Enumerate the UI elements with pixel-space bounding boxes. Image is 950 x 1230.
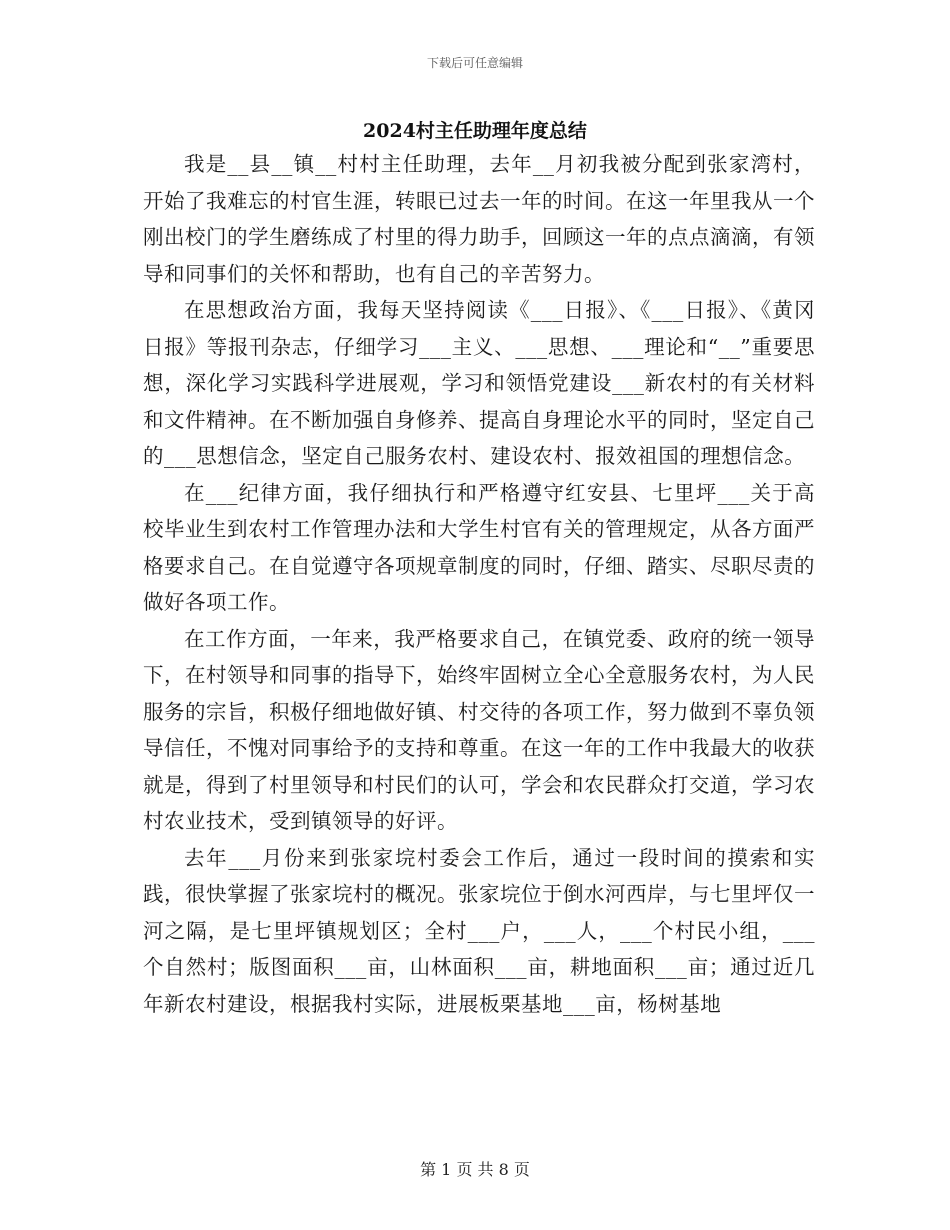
paragraph-intro: 我是__县__镇__村村主任助理，去年__月初我被分配到张家湾村，开始了我难忘的村官生涯，转眼已过去一年的时间。在这一年里我从一个刚出校门的学生磨练成了村里的得力助手，回顾这一年的点点滴滴，有领导和同事们的关怀和帮助，也有自己的辛苦努力。 <box>143 152 815 286</box>
document-body <box>143 146 815 1022</box>
paragraph-work: 在工作方面，一年来，我严格要求自己，在镇党委、政府的统一领导下，在村领导和同事的指导下，始终牢固树立全心全意服务农村，为人民服务的宗旨，积极仔细地做好镇、村交待的各项工作，努力做到不辜负领导信任，不愧对同事给予的支持和尊重。在这一年的工作中我最大的收获就是，得到了村里领导和村民们的认可，学会和农民群众打交道，学习农村农业技术，受到镇领导的好评。 <box>143 626 815 833</box>
paragraph-discipline: 在___纪律方面，我仔细执行和严格遵守红安县、七里坪___关于高校毕业生到农村工作管理办法和大学生村官有关的管理规定，从各方面严格要求自己。在自觉遵守各项规章制度的同时，仔细、踏实、尽职尽责的做好各项工作。 <box>143 480 815 614</box>
page-header-note: 下载后可任意编辑 <box>426 56 523 70</box>
document-title: 2024村主任助理年度总结 <box>363 120 587 142</box>
paragraph-political-thought: 在思想政治方面，我每天坚持阅读《___日报》、《___日报》、《黄冈日报》等报刊杂志，仔细学习___主义、___思想、___理论和“__”重要思想，深化学习实践科学进展观，学习和领悟党建设___新农村的有关材料和文件精神。在不断加强自身修养、提高自身理论水平的同时，坚定自己的___思想信念，坚定自己服务农村、建设农村、报效祖国的理想信念。 <box>143 298 815 468</box>
page-number-footer: 第 1 页 共 8 页 <box>420 1160 530 1179</box>
paragraph-village-overview: 去年___月份来到张家垸村委会工作后，通过一段时间的摸索和实践，很快掌握了张家垸村的概况。张家垸位于倒水河西岸，与七里坪仅一河之隔，是七里坪镇规划区；全村___户，___人，___个村民小组，___个自然村；版图面积___亩，山林面积___亩，耕地面积___亩；通过近几年新农村建设，根据我村实际，进展板栗基地___亩，杨树基地 <box>143 845 815 1016</box>
